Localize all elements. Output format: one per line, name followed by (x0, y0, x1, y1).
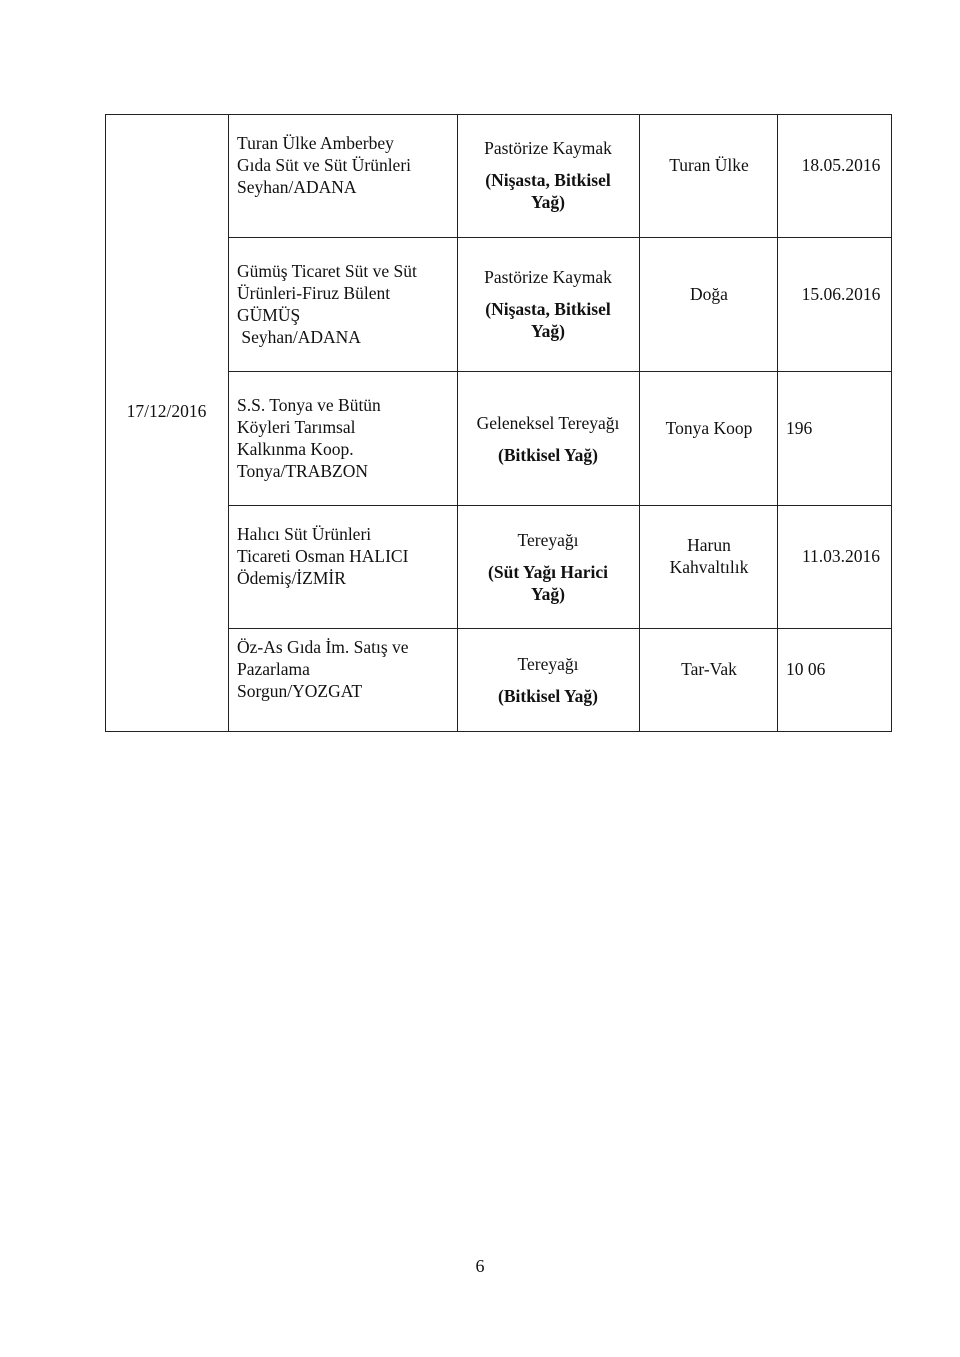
firm-line: Köyleri Tarımsal (237, 417, 356, 437)
firm-line: Öz-As Gıda İm. Satış ve (237, 637, 409, 657)
column-divider (228, 114, 229, 732)
product-cell (458, 529, 638, 605)
row-divider (228, 628, 892, 629)
table-border-left (105, 114, 106, 732)
row-divider (228, 505, 892, 506)
firm-line: Seyhan/ADANA (237, 327, 361, 347)
firm-line: Ticareti Osman HALICI (237, 546, 409, 566)
firm-line: Halıcı Süt Ürünleri (237, 524, 372, 544)
additive-note (458, 444, 638, 466)
inspection-table (105, 114, 892, 732)
table-border-top (105, 114, 892, 115)
firm-line: Ödemiş/İZMİR (237, 568, 346, 588)
product-name: Tereyağı (517, 530, 579, 550)
product-cell (458, 266, 638, 342)
firm-cell (237, 260, 452, 348)
firm-cell (237, 636, 452, 702)
product-cell (458, 412, 638, 466)
additive-line: (Süt Yağı Harici (488, 562, 608, 582)
firm-cell (237, 394, 452, 482)
table-border-right (891, 114, 892, 732)
additive-note (458, 298, 638, 342)
firm-line: Tonya/TRABZON (237, 461, 368, 481)
firm-line: Gıda Süt ve Süt Ürünleri (237, 155, 412, 175)
brand-cell: Tonya Koop (665, 418, 753, 438)
additive-note (458, 685, 638, 707)
additive-line: Yağ) (530, 192, 566, 212)
additive-line: Yağ) (530, 584, 566, 604)
additive-line: Yağ) (530, 321, 566, 341)
additive-line: (Bitkisel Yağ) (498, 686, 598, 706)
lot-cell: 10 06 (786, 659, 826, 679)
firm-line: Pazarlama (237, 659, 310, 679)
page-number: 6 (475, 1256, 485, 1276)
product-cell (458, 137, 638, 213)
lot-cell: 15.06.2016 (801, 284, 881, 304)
additive-note (458, 561, 638, 605)
product-cell (458, 653, 638, 707)
firm-line: Seyhan/ADANA (237, 177, 357, 197)
date-group-cell: 17/12/2016 (126, 401, 207, 421)
brand-cell: Doğa (690, 284, 728, 304)
product-name: Geleneksel Tereyağı (476, 413, 620, 433)
firm-cell (237, 523, 452, 589)
table-border-bottom (105, 731, 892, 732)
product-name: Pastörize Kaymak (484, 267, 612, 287)
firm-cell (237, 132, 452, 198)
firm-line: Kalkınma Koop. (237, 439, 354, 459)
firm-line: Turan Ülke Amberbey (237, 133, 394, 153)
firm-line: S.S. Tonya ve Bütün (237, 395, 381, 415)
row-divider (228, 237, 892, 238)
product-name: Pastörize Kaymak (484, 138, 612, 158)
firm-line: Sorgun/YOZGAT (237, 681, 363, 701)
additive-line: (Bitkisel Yağ) (498, 445, 598, 465)
row-divider (228, 371, 892, 372)
brand-cell: Harun Kahvaltılık (669, 535, 749, 577)
product-name: Tereyağı (517, 654, 579, 674)
brand-cell: Tar-Vak (681, 659, 737, 679)
lot-cell: 18.05.2016 (801, 155, 881, 175)
lot-cell: 196 (786, 418, 813, 438)
firm-line: GÜMÜŞ (237, 305, 301, 325)
lot-cell: 11.03.2016 (801, 546, 881, 566)
additive-note (458, 169, 638, 213)
firm-line: Gümüş Ticaret Süt ve Süt (237, 261, 417, 281)
additive-line: (Nişasta, Bitkisel (485, 299, 611, 319)
additive-line: (Nişasta, Bitkisel (485, 170, 611, 190)
brand-cell: Turan Ülke (669, 155, 749, 175)
firm-line: Ürünleri-Firuz Bülent (237, 283, 391, 303)
